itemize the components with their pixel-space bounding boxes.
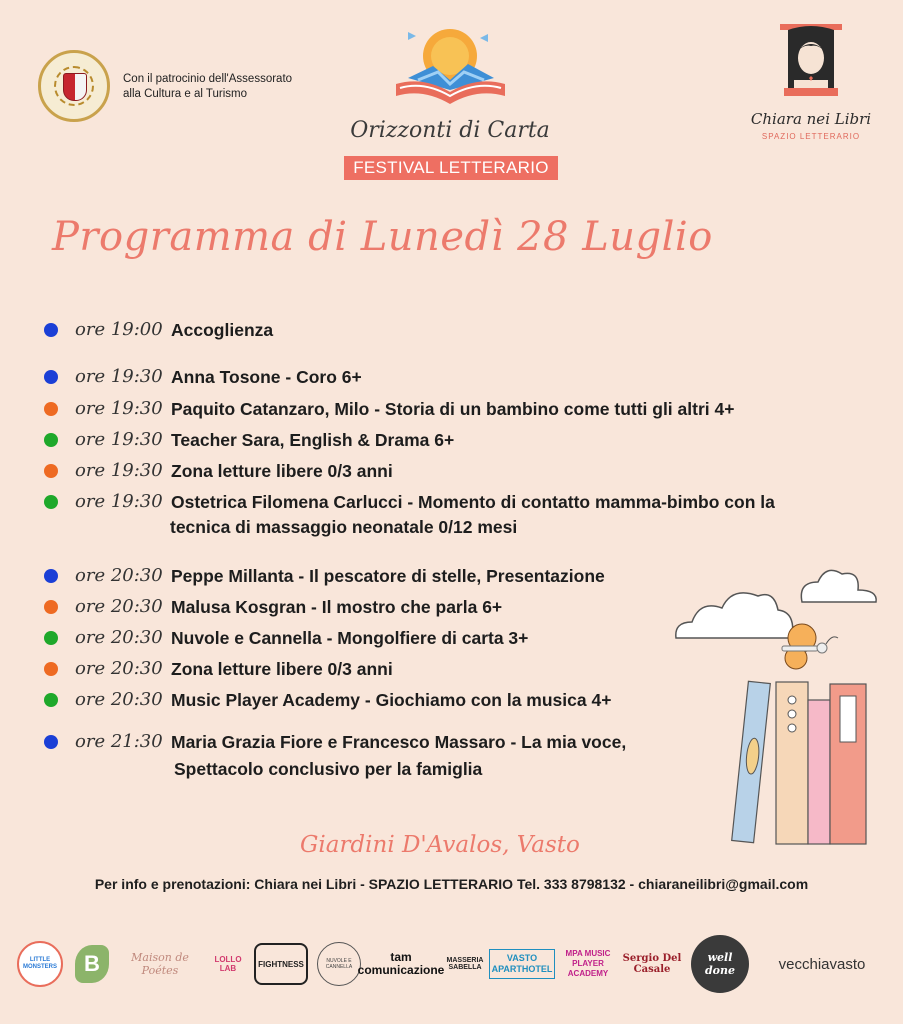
schedule-item: [44, 595, 502, 621]
schedule-time: ore 20:30: [75, 658, 163, 679]
chiara-nei-libri-logo: [778, 22, 844, 106]
green-dot-icon: [44, 433, 58, 447]
schedule-time: ore 20:30: [75, 627, 163, 648]
blue-dot-icon: [44, 569, 58, 583]
sponsor-logo: LITTLE MONSTERS: [16, 936, 64, 992]
schedule-item: [44, 688, 611, 714]
patronage-text: [123, 72, 292, 102]
schedule-time: ore 20:30: [75, 596, 163, 617]
schedule-item: [44, 564, 605, 590]
sponsor-logo: well done: [690, 936, 750, 992]
blue-dot-icon: [44, 323, 58, 337]
municipality-seal-logo: [38, 50, 110, 122]
cloud-icon: [676, 593, 793, 638]
schedule-item: [44, 365, 362, 391]
sponsor-logos-strip: [16, 936, 896, 996]
sponsor-logo: Sergio Del Casale: [622, 953, 682, 975]
schedule-text: Accoglienza: [171, 320, 274, 340]
contact-info: Per info e prenotazioni: Chiara nei Libri - SPAZIO LETTERARIO Tel. 333 8798132 - chiaraneilibri@gmail.com: [94, 876, 809, 892]
sponsor-logo: Maison de Poétes: [131, 951, 189, 977]
green-dot-icon: [44, 631, 58, 645]
books-icon: [732, 681, 866, 844]
schedule-item: [44, 626, 528, 652]
orange-dot-icon: [44, 662, 58, 676]
schedule-item: [44, 397, 734, 423]
schedule-text-continued: tecnica di massaggio neonatale 0/12 mesi: [170, 517, 518, 537]
sponsor-logo: vecchiavasto: [778, 955, 866, 973]
blue-dot-icon: [44, 370, 58, 384]
schedule-text: Malusa Kosgran - Il mostro che parla 6+: [171, 597, 503, 617]
sponsor-logo: VASTO APARTHOTEL: [492, 936, 552, 992]
schedule-text: Zona letture libere 0/3 anni: [171, 659, 393, 679]
venue-label: Giardini D'Avalos, Vasto: [300, 832, 580, 858]
schedule-text: Paquito Catanzaro, Milo - Storia di un bambino come tutti gli altri 4+: [171, 399, 735, 419]
schedule-item: [44, 428, 454, 454]
schedule-text: Anna Tosone - Coro 6+: [171, 367, 362, 387]
sponsor-logo: FIGHTNESS: [254, 936, 308, 992]
coat-of-arms-icon: [63, 73, 87, 101]
schedule-text: Teacher Sara, English & Drama 6+: [171, 430, 455, 450]
schedule-time: ore 19:30: [75, 460, 163, 481]
sponsor-logo: LOLLO LAB: [214, 955, 242, 973]
schedule-text: Nuvole e Cannella - Mongolfiere di carta 3+: [171, 628, 529, 648]
schedule-time: ore 19:30: [75, 429, 163, 450]
sponsor-logo: MASSERIA SABELLA: [446, 957, 484, 971]
schedule-text-continued: Spettacolo conclusivo per la famiglia: [174, 759, 483, 779]
schedule-text: Music Player Academy - Giochiamo con la musica 4+: [171, 690, 612, 710]
orange-dot-icon: [44, 464, 58, 478]
orange-dot-icon: [44, 402, 58, 416]
cloud-icon: [801, 570, 876, 602]
schedule-time: ore 19:30: [75, 366, 163, 387]
schedule-time: ore 19:30: [75, 491, 163, 512]
blue-dot-icon: [44, 735, 58, 749]
sponsor-logo: B: [72, 936, 112, 992]
festival-badge: FESTIVAL LETTERARIO: [344, 156, 558, 180]
schedule-time: ore 20:30: [75, 689, 163, 710]
green-dot-icon: [44, 495, 58, 509]
schedule-text: Maria Grazia Fiore e Francesco Massaro - La mia voce,: [171, 732, 627, 752]
schedule-item: [44, 657, 393, 683]
open-book-sun-logo: [388, 18, 513, 118]
organizer-subtitle: SPAZIO LETTERARIO: [761, 132, 861, 141]
schedule-item: [44, 490, 775, 516]
program-title: Programma di Lunedì 28 Luglio: [52, 214, 713, 260]
sponsor-logo: tam comunicazione: [357, 950, 445, 977]
orange-dot-icon: [44, 600, 58, 614]
schedule-time: ore 20:30: [75, 565, 163, 586]
butterfly-icon: [782, 624, 838, 669]
schedule-text: Ostetrica Filomena Carlucci - Momento di contatto mamma-bimbo con la: [171, 492, 775, 512]
books-clouds-illustration: [670, 560, 895, 850]
schedule-item: [44, 318, 273, 344]
organizer-name: Chiara nei Libri: [750, 110, 872, 128]
schedule-text: Peppe Millanta - Il pescatore di stelle, Presentazione: [171, 566, 605, 586]
patronage-line-1: Con il patrocinio dell'Assessorato: [123, 73, 293, 85]
schedule-time: ore 19:30: [75, 398, 163, 419]
patronage-line-2: alla Cultura e al Turismo: [123, 88, 247, 100]
sponsor-logo: NUVOLE E CANNELLA: [316, 936, 362, 992]
schedule-time: ore 19:00: [75, 319, 163, 340]
schedule-time: ore 21:30: [75, 731, 163, 752]
sponsor-logo: MPA MUSIC PLAYER ACADEMY: [565, 949, 611, 978]
schedule-item: [44, 459, 393, 485]
schedule-text: Zona letture libere 0/3 anni: [171, 461, 393, 481]
festival-name: Orizzonti di Carta: [350, 118, 550, 143]
schedule-item: [44, 730, 626, 756]
green-dot-icon: [44, 693, 58, 707]
